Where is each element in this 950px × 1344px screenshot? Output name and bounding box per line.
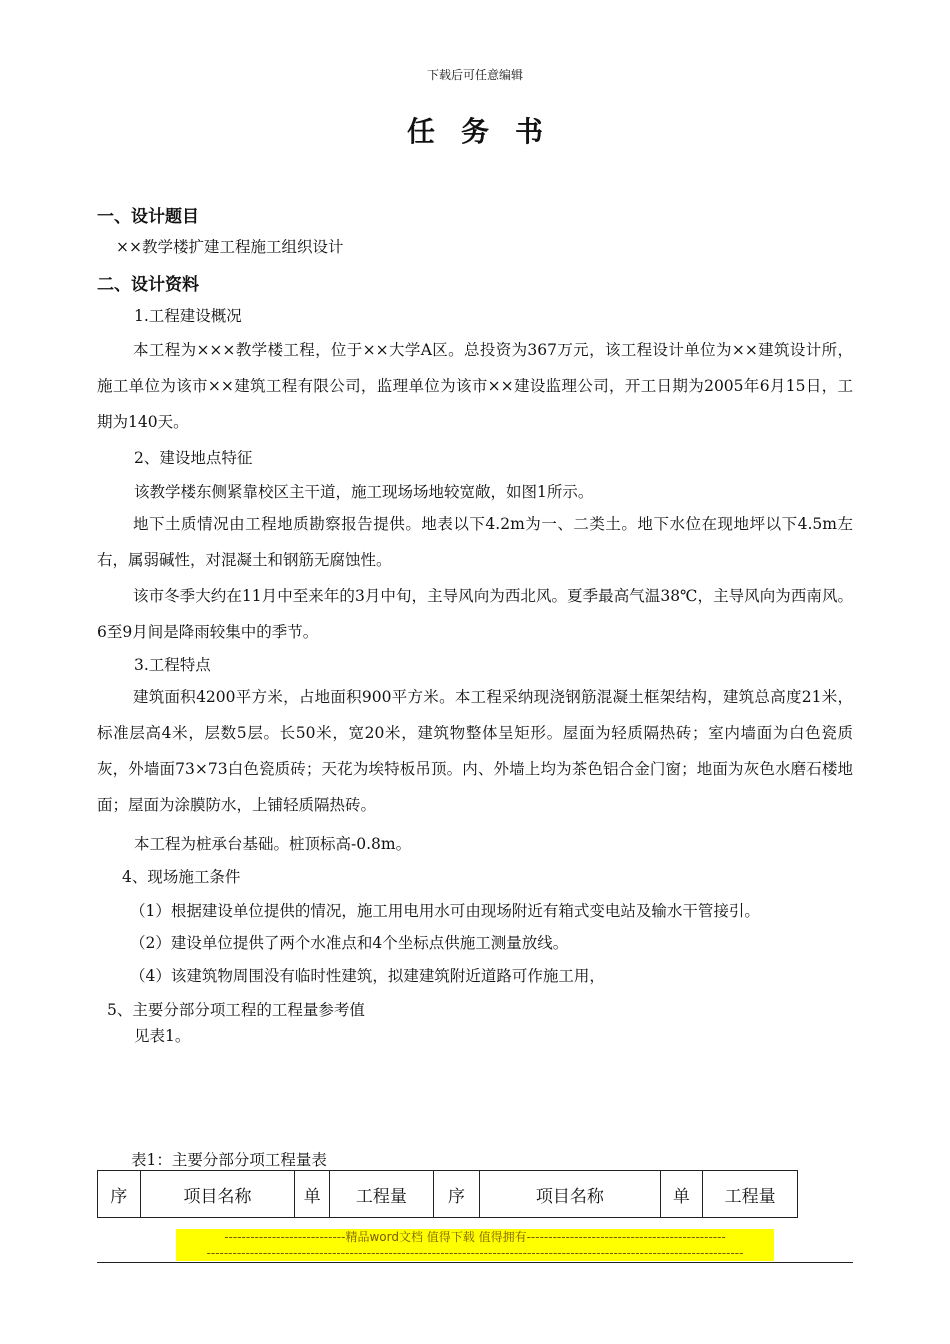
- paragraph-climate: 该市冬季大约在11月中至来年的3月中旬，主导风向为西北风。夏季最高气温38℃，主导风向为西南风。6至9月间是降雨较集中的季节。: [97, 587, 853, 641]
- condition-item-1: （1）根据建设单位提供的情况，施工用电用水可由现场附近有箱式变电站及输水干管接引。: [130, 902, 760, 920]
- table-header-row: [98, 1171, 798, 1218]
- condition-item-4: （4）该建筑物周围没有临时性建筑，拟建建筑附近道路可作施工用，: [130, 967, 605, 985]
- paragraph-site: 该教学楼东侧紧靠校区主干道，施工现场场地较宽敞，如图1所示。: [134, 483, 594, 501]
- header-cell-item-name-2: 项目名称: [480, 1171, 660, 1218]
- paragraph-soil: 地下土质情况由工程地质勘察报告提供。地表以下4.2m为一、二类土。地下水位在现地坪以下4.5m左右，属弱碱性，对混凝土和钢筋无腐蚀性。: [97, 515, 853, 569]
- subheading-site: 2、建设地点特征: [134, 449, 253, 467]
- header-cell-quantity-2: 工程量: [703, 1171, 798, 1218]
- subheading-conditions: 4、现场施工条件: [122, 868, 241, 886]
- document-title: 任务书: [406, 115, 569, 148]
- paragraph-overview: 本工程为×××教学楼工程，位于××大学A区。总投资为367万元，该工程设计单位为××建筑设计所，施工单位为该市××建筑工程有限公司，监理单位为该市××建设监理公司，开工日期为2005年6月15日，工期为140天。: [97, 341, 853, 431]
- section1-heading: 一、设计题目: [97, 207, 199, 227]
- header-cell-unit-2: 单: [660, 1171, 703, 1218]
- quantity-table: [97, 1170, 798, 1218]
- subheading-quantities: 5、主要分部分项工程的工程量参考值: [107, 1001, 365, 1019]
- see-table-note: 见表1。: [134, 1027, 191, 1045]
- header-cell-item-name: 项目名称: [140, 1171, 295, 1218]
- section2-heading: 二、设计资料: [97, 275, 199, 295]
- subheading-overview: 1.工程建设概况: [134, 307, 242, 325]
- header-note: 下载后可任意编辑: [426, 68, 523, 82]
- header-cell-no: 序: [98, 1171, 141, 1218]
- subheading-features: 3.工程特点: [134, 656, 211, 674]
- header-cell-quantity: 工程量: [330, 1171, 434, 1218]
- paragraph-features: 建筑面积4200平方米，占地面积900平方米。本工程采纳现浇钢筋混凝土框架结构，建筑总高度21米，标准层高4米，层数5层。长50米，宽20米，建筑物整体呈矩形。屋面为轻质隔热砖；室内墙面为白色瓷质灰，外墙面73×73白色瓷质砖；天花为埃特板吊顶。内、外墙上均为茶色铝合金门窗；地面为灰色水磨石楼地面；屋面为涂膜防水，上铺轻质隔热砖。: [97, 688, 853, 814]
- design-topic: ××教学楼扩建工程施工组织设计: [116, 238, 344, 256]
- header-cell-unit: 单: [295, 1171, 330, 1218]
- condition-item-2: （2）建设单位提供了两个水准点和4个坐标点供施工测量放线。: [130, 934, 569, 952]
- footer-banner-line-2: ----------------------------------------------------------------------------------------------------------------------------: [176, 1245, 774, 1261]
- footer-banner-line-1: ----------------------------精品word文档 值得下载 值得拥有----------------------------------------------: [176, 1229, 774, 1245]
- table-caption: 表1：主要分部分项工程量表: [131, 1151, 327, 1169]
- header-cell-no-2: 序: [433, 1171, 480, 1218]
- paragraph-foundation: 本工程为桩承台基础。桩顶标高-0.8m。: [134, 835, 412, 853]
- bottom-rule: [97, 1262, 853, 1263]
